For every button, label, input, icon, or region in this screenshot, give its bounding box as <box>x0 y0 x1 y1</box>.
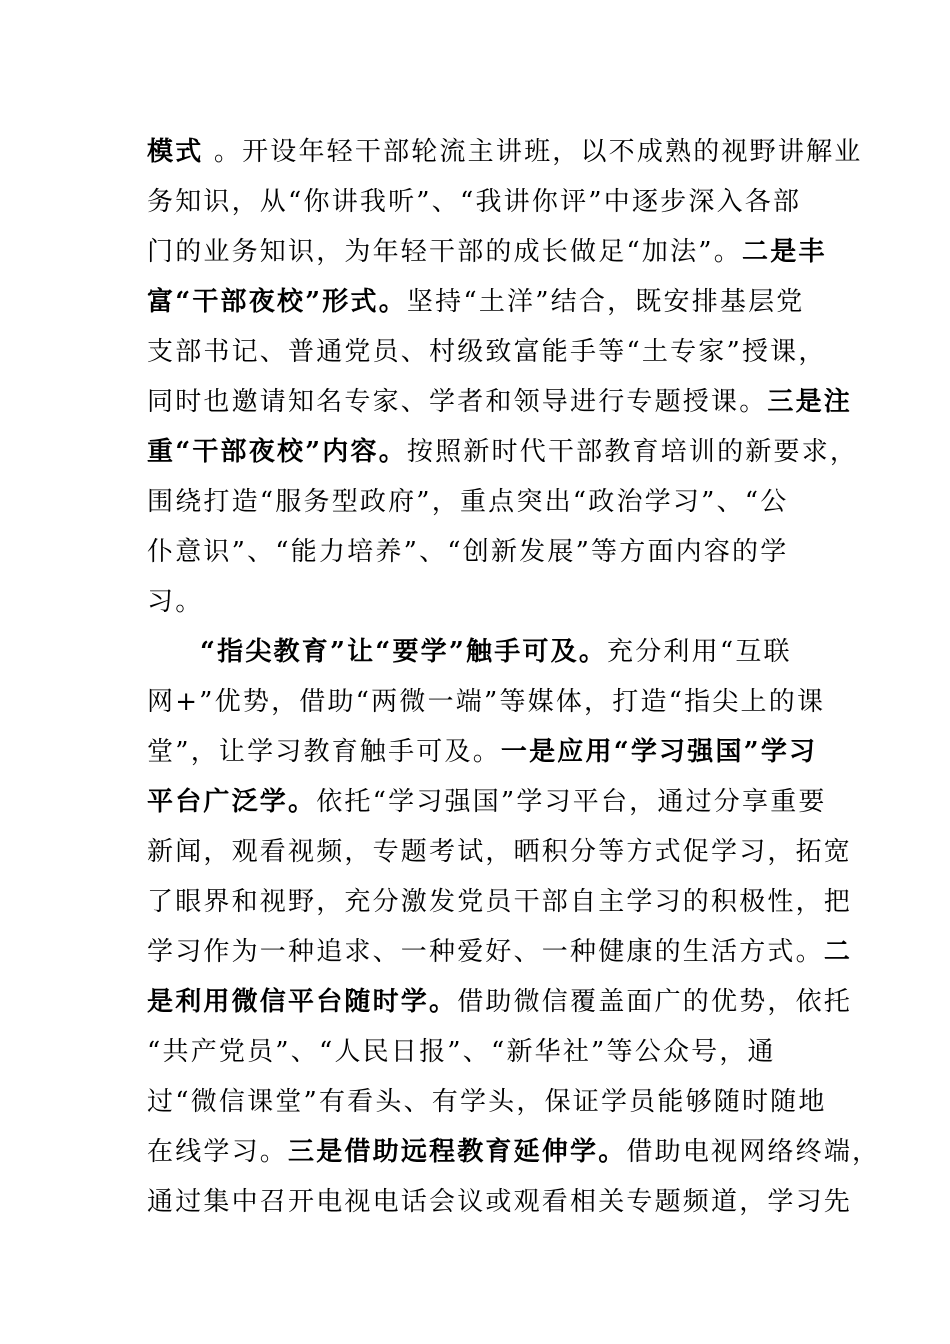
text-run: 同时也邀请知名专家、学者和领导进行专题授课。 <box>147 387 768 417</box>
text-line <box>147 327 837 377</box>
text-run: 务知识，从“你讲我听”、“我讲你评”中逐步深入各部 <box>147 187 802 217</box>
bold-text-run: 是利用微信平台随时学。 <box>147 987 458 1017</box>
text-line <box>147 677 837 727</box>
bold-text-run: 三是借助远程教育延伸学。 <box>288 1137 627 1167</box>
bold-text-run: “指尖教育”让“要学”触手可及。 <box>200 637 608 667</box>
text-line <box>147 777 837 827</box>
text-run: 充分利用“互联 <box>607 637 792 667</box>
bold-text-run: 平台广泛学。 <box>147 787 317 817</box>
bold-text-run: 富“干部夜校”形式。 <box>147 287 407 317</box>
text-run: “共产党员”、“人民日报”、“新华社”等公众号，通 <box>147 1037 776 1067</box>
text-line <box>147 1077 837 1127</box>
text-run: 门的业务知识，为年轻干部的成长做足“加法”。 <box>147 237 742 267</box>
text-run: 依托“学习强国”学习平台，通过分享重要 <box>316 787 827 817</box>
text-run: 借助微信覆盖面广的优势，依托 <box>457 987 853 1017</box>
text-run: 网+”优势，借助“两微一端”等媒体，打造“指尖上的课 <box>147 687 826 717</box>
text-run: 仆意识”、“能力培养”、“创新发展”等方面内容的学 <box>147 537 789 567</box>
text-run: 围绕打造“服务型政府”，重点突出“政治学习”、“公 <box>147 487 789 517</box>
text-line <box>147 877 853 927</box>
text-line <box>147 377 853 427</box>
text-line <box>147 1177 853 1227</box>
text-run: 习。 <box>147 587 204 617</box>
text-line <box>147 577 837 627</box>
bold-text-run: 重“干部夜校”内容。 <box>147 437 407 467</box>
text-line <box>147 177 837 227</box>
text-run: 支部书记、普通党员、村级致富能手等“土专家”授课， <box>147 337 827 367</box>
text-run: 借助电视网络终端， <box>626 1137 881 1167</box>
text-line <box>147 127 863 177</box>
text-run: 堂”，让学习教育触手可及。 <box>147 737 501 767</box>
text-line <box>147 227 837 277</box>
text-run: 。开设年轻干部轮流主讲班，以不成熟的视野讲解业 <box>203 137 863 167</box>
bold-text-run: 三是注 <box>767 387 853 417</box>
text-line <box>147 977 853 1027</box>
text-line <box>147 1127 881 1177</box>
text-line <box>147 727 837 777</box>
bold-text-run: 模式 <box>147 137 204 167</box>
text-run: 新闻，观看视频，专题考试，晒积分等方式促学习，拓宽 <box>147 837 853 867</box>
text-line <box>147 527 837 577</box>
text-line <box>147 427 859 477</box>
text-run: 过“微信课堂”有看头、有学头，保证学员能够随时随地 <box>147 1087 827 1117</box>
text-line <box>147 477 837 527</box>
bold-text-run: 一是应用“学习强国”学习 <box>500 737 818 767</box>
text-run: 通过集中召开电视电话会议或观看相关专题频道，学习先 <box>147 1187 853 1217</box>
text-run: 在线学习。 <box>147 1137 289 1167</box>
bold-text-run: 二 <box>823 937 853 967</box>
text-run: 坚持“土洋”结合，既安排基层党 <box>406 287 805 317</box>
text-run: 了眼界和视野，充分激发党员干部自主学习的积极性，把 <box>147 887 853 917</box>
text-run: 学习作为一种追求、一种爱好、一种健康的生活方式。 <box>147 937 824 967</box>
text-run: 按照新时代干部教育培训的新要求， <box>406 437 859 467</box>
text-line <box>147 1027 837 1077</box>
text-line <box>147 277 837 327</box>
text-line <box>200 627 837 677</box>
text-line <box>147 827 853 877</box>
text-line <box>147 927 853 977</box>
bold-text-run: 二是丰 <box>742 237 827 267</box>
